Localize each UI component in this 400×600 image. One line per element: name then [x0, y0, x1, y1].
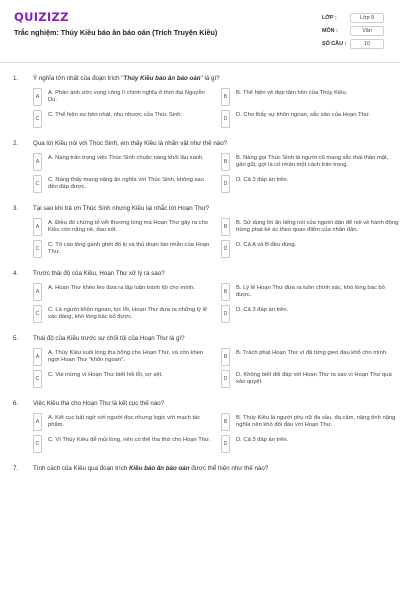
option-grid: [33, 153, 400, 193]
option-text: B. Nàng gọi Thúc Sinh là người cũ mang sắc thái thân mật, gần gũi, gợi là cố nhân một cách trân trọng.: [236, 154, 389, 169]
question-number: 5.: [13, 335, 19, 342]
meta-row: [322, 37, 384, 50]
question-text-pre: Qua lời Kiều nói với Thúc Sinh, em thấy Kiều là nhân vật như thế nào?: [33, 140, 228, 147]
question-text: [33, 75, 220, 82]
option-grid: [33, 413, 400, 453]
question-number: 6.: [13, 400, 19, 407]
answer-option[interactable]: [221, 153, 399, 171]
option-text: C. Vui mừng vì Hoạn Thư biết hối lỗi, sợ sệt.: [48, 371, 163, 378]
meta-box: [322, 11, 384, 50]
option-text: D. Cả 3 đáp án trên.: [236, 176, 289, 183]
option-text: C. Thể hiện sự hèn nhát, nhu nhược của Thúc Sinh.: [48, 111, 183, 118]
option-text: C. Là người khôn ngoan, lọc lõi, Hoạn Thư đưa ra những lý lẽ xác đáng, khó lòng bác bỏ được.: [48, 306, 208, 321]
question-text-emphasis: Kiều báo ân báo oán: [128, 465, 190, 472]
question-list: [0, 72, 400, 484]
meta-row: [322, 11, 384, 24]
question-text-pre: Ý nghĩa lớn nhất của đoạn trích ": [33, 75, 124, 82]
question-item: [0, 462, 400, 475]
option-key[interactable]: D: [221, 175, 230, 193]
option-key[interactable]: D: [221, 305, 230, 323]
answer-option[interactable]: [221, 110, 399, 128]
answer-option[interactable]: [33, 218, 211, 236]
option-key[interactable]: D: [221, 370, 230, 388]
question-number: 1.: [13, 75, 19, 82]
option-text: D. Không biết đối đáp với Hoạn Thư ra sao vì Hoạn Thư quá xảo quyệt.: [236, 371, 392, 386]
option-text: A. Thúy Kiều xuôi lòng tha bổng cho Hoạn Thư, và còn khen ngợi Hoạn Thư "khôn ngoan".: [48, 349, 204, 364]
option-text: C. Vì Thúy Kiều dễ mủi lòng, nên có thể tha thứ cho Hoạn Thư.: [48, 436, 211, 443]
worksheet-title: Trắc nghiệm: Thúy Kiều báo ân báo oán (Trích Truyện Kiều): [14, 28, 218, 37]
question-text-pre: Trước thái độ của Kiều, Hoạn Thư xử lý ra sao?: [33, 270, 165, 277]
question-item: [0, 202, 400, 258]
option-text: B. Sử dụng lời ăn tiếng nói của người dân để nói về hành động trừng phạt kẻ ác theo quan điểm của nhân dân.: [236, 219, 399, 234]
option-key[interactable]: B: [221, 348, 230, 366]
option-key[interactable]: C: [33, 305, 42, 323]
option-text: A. Nàng trân trọng việc Thúc Sinh chuộc nàng khỏi lầu xanh.: [48, 154, 204, 161]
option-key[interactable]: A: [33, 413, 42, 431]
option-key[interactable]: A: [33, 218, 42, 236]
question-text: [33, 465, 268, 472]
option-grid: [33, 218, 400, 258]
question-item: [0, 267, 400, 323]
option-text: B. Lý lẽ Hoạn Thư đưa ra luôn chính xác, khó lòng bác bỏ được.: [236, 284, 385, 299]
question-text-post: được thể hiện như thế nào?: [189, 465, 269, 472]
answer-option[interactable]: [33, 175, 211, 193]
answer-option[interactable]: [33, 370, 211, 388]
meta-value: 10: [350, 39, 384, 49]
option-grid: [33, 88, 400, 128]
option-text: C. Nàng thấy mang nặng ân nghĩa với Thúc Sinh, không sao đền đáp được.: [48, 176, 204, 191]
question-item: [0, 137, 400, 193]
question-text-post: " là gì?: [200, 75, 220, 82]
option-grid: [33, 348, 400, 388]
answer-option[interactable]: [221, 348, 399, 366]
option-text: D. Cho thấy sự khôn ngoan, sắc sảo của Hoạn Thư.: [236, 111, 371, 118]
meta-label: MÔN :: [322, 27, 338, 34]
question-item: [0, 332, 400, 388]
question-line: [0, 462, 400, 475]
option-key[interactable]: C: [33, 240, 42, 258]
option-text: D. Cả A và B đều đúng.: [236, 241, 297, 248]
question-text: [33, 140, 227, 147]
question-text-emphasis: Thúy Kiều báo ân báo oán: [123, 75, 201, 82]
question-text: [33, 270, 165, 277]
option-key[interactable]: A: [33, 348, 42, 366]
header-divider: [0, 62, 400, 63]
answer-option[interactable]: [33, 153, 211, 171]
option-key[interactable]: D: [221, 435, 230, 453]
option-key[interactable]: D: [221, 110, 230, 128]
answer-option[interactable]: [221, 240, 399, 258]
question-text: [33, 400, 164, 407]
answer-option[interactable]: [33, 413, 211, 431]
option-key[interactable]: C: [33, 370, 42, 388]
question-text: [33, 335, 185, 342]
question-item: [0, 72, 400, 128]
option-key[interactable]: A: [33, 88, 42, 106]
answer-option[interactable]: [33, 240, 211, 258]
answer-option[interactable]: [221, 283, 399, 301]
answer-option[interactable]: [221, 413, 399, 431]
option-text: A. Điều đó chứng tỏ vết thương lòng mà Hoạn Thư gây ra cho Kiều còn nặng nề, đau xót.: [48, 219, 209, 234]
option-key[interactable]: B: [221, 88, 230, 106]
question-line: [0, 267, 400, 280]
option-text: D. Cả 3 đáp án trên.: [236, 436, 289, 443]
option-grid: [33, 283, 400, 323]
meta-row: [322, 24, 384, 37]
option-key[interactable]: B: [221, 283, 230, 301]
answer-option[interactable]: [221, 218, 399, 236]
option-key[interactable]: C: [33, 435, 42, 453]
meta-label: LỚP :: [322, 14, 337, 21]
question-text-pre: Tính cách của Kiều qua đoạn trích: [33, 465, 129, 472]
answer-option[interactable]: [33, 305, 211, 323]
option-text: A. Phản ánh ước vọng công lí chính nghĩa ở thời đại Nguyễn Du.: [48, 89, 205, 104]
question-text-pre: Việc Kiều tha cho Hoạn Thư là kết cục thế nào?: [33, 400, 165, 407]
meta-label: SỐ CÂU :: [322, 40, 347, 47]
option-key[interactable]: B: [221, 153, 230, 171]
option-key[interactable]: D: [221, 240, 230, 258]
option-text: D. Cả 3 đáp án trên.: [236, 306, 289, 313]
question-number: 4.: [13, 270, 19, 277]
option-key[interactable]: A: [33, 153, 42, 171]
option-text: C. Tố cáo lòng ganh ghét đố kị và thủ đoạn tàn nhẫn của Hoạn Thư.: [48, 241, 210, 256]
option-key[interactable]: A: [33, 283, 42, 301]
answer-option[interactable]: [33, 88, 211, 106]
question-line: [0, 202, 400, 215]
answer-option[interactable]: [33, 348, 211, 366]
option-text: A. Hoạn Thư khéo léo đưa ra lập luận tránh tội cho mình.: [48, 284, 195, 291]
question-text-pre: Tại sao khi trả ơn Thúc Sinh nhưng Kiều lại nhắc tới Hoạn Thư?: [33, 205, 210, 212]
option-key[interactable]: B: [221, 218, 230, 236]
question-line: [0, 72, 400, 85]
answer-option[interactable]: [33, 110, 211, 128]
question-item: [0, 397, 400, 453]
answer-option[interactable]: [221, 305, 399, 323]
option-text: A. Kết cục bất ngờ với người đọc nhưng logic với mạch tác phẩm.: [48, 414, 201, 429]
question-number: 2.: [13, 140, 19, 147]
meta-value: Văn: [350, 26, 384, 36]
answer-option[interactable]: [221, 88, 399, 106]
question-text: [33, 205, 209, 212]
question-line: [0, 332, 400, 345]
option-text: B. Thúy Kiều là người phụ nữ đa sầu, đa cảm, nặng tình nặng nghĩa nên khó đối đầu với Hoạn Thư.: [236, 414, 396, 429]
question-number: 7.: [13, 465, 19, 472]
question-line: [0, 137, 400, 150]
question-number: 3.: [13, 205, 19, 212]
quizizz-logo: QUIZIZZ: [14, 10, 69, 24]
option-text: B. Thể hiện vẻ đẹp tâm hồn của Thúy Kiều.: [236, 89, 348, 96]
answer-option[interactable]: [33, 283, 211, 301]
option-key[interactable]: C: [33, 110, 42, 128]
meta-value: Lớp 9: [350, 13, 384, 23]
question-text-pre: Thái độ của Kiều trước sự chối tội của Hoạn Thư là gì?: [33, 335, 185, 342]
answer-option[interactable]: [221, 175, 399, 193]
answer-option[interactable]: [33, 435, 211, 453]
option-text: B. Trách phạt Hoạn Thư vì đã từng gieo đau khổ cho mình.: [236, 349, 388, 356]
worksheet-header: [0, 0, 400, 62]
question-line: [0, 397, 400, 410]
option-key[interactable]: C: [33, 175, 42, 193]
answer-option[interactable]: [221, 435, 399, 453]
answer-option[interactable]: [221, 370, 399, 388]
option-key[interactable]: B: [221, 413, 230, 431]
